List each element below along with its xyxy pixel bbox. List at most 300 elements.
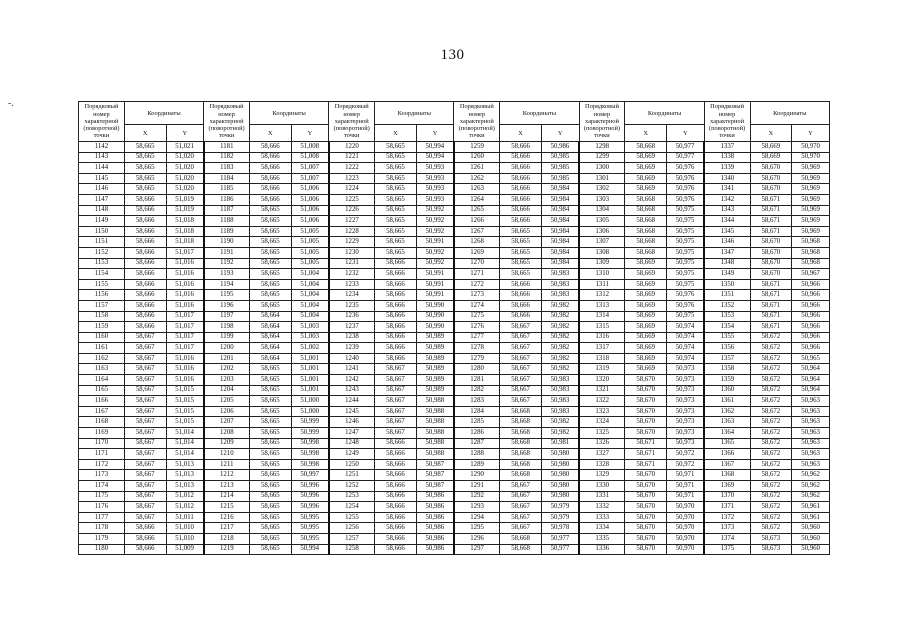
point-number-cell: 1288 (454, 449, 500, 460)
y-coordinate-cell: 50,982 (541, 428, 579, 439)
point-number-cell: 1160 (79, 332, 125, 343)
point-number-cell: 1172 (79, 459, 125, 470)
x-coordinate-cell: 58,665 (375, 163, 417, 174)
x-header: X (500, 125, 542, 142)
y-coordinate-cell: 50,994 (416, 152, 454, 163)
x-coordinate-cell: 58,667 (375, 396, 417, 407)
point-number-cell: 1313 (579, 300, 625, 311)
point-number-cell: 1184 (204, 173, 250, 184)
point-number-cell: 1272 (454, 279, 500, 290)
x-coordinate-cell: 58,666 (375, 258, 417, 269)
y-coordinate-cell: 50,992 (416, 216, 454, 227)
y-coordinate-cell: 51,004 (291, 311, 329, 322)
x-coordinate-cell: 58,670 (625, 428, 667, 439)
y-coordinate-cell: 50,982 (541, 311, 579, 322)
point-number-cell: 1273 (454, 290, 500, 301)
point-number-cell: 1212 (204, 470, 250, 481)
point-number-cell: 1280 (454, 364, 500, 375)
point-number-cell: 1252 (329, 481, 375, 492)
point-number-cell: 1203 (204, 375, 250, 386)
point-number-cell: 1199 (204, 332, 250, 343)
x-coordinate-cell: 58,668 (625, 142, 667, 153)
x-coordinate-cell: 58,666 (124, 544, 166, 555)
coordinates-table (78, 101, 830, 555)
point-number-cell: 1142 (79, 142, 125, 153)
table-row (79, 353, 830, 364)
y-coordinate-cell: 50,985 (541, 152, 579, 163)
x-coordinate-cell: 58,672 (750, 353, 792, 364)
y-coordinate-cell: 51,002 (291, 343, 329, 354)
x-coordinate-cell: 58,666 (500, 184, 542, 195)
point-number-cell: 1158 (79, 311, 125, 322)
point-number-cell: 1239 (329, 343, 375, 354)
y-coordinate-cell: 50,982 (541, 417, 579, 428)
y-coordinate-cell: 51,013 (166, 459, 204, 470)
y-coordinate-cell: 50,971 (667, 470, 705, 481)
x-coordinate-cell: 58,667 (500, 353, 542, 364)
x-coordinate-cell: 58,666 (124, 269, 166, 280)
point-number-cell: 1263 (454, 184, 500, 195)
x-coordinate-cell: 58,669 (625, 258, 667, 269)
y-coordinate-cell: 51,016 (166, 353, 204, 364)
y-coordinate-cell: 50,980 (541, 449, 579, 460)
point-number-cell: 1349 (704, 269, 750, 280)
point-number-cell: 1285 (454, 417, 500, 428)
y-coordinate-cell: 51,006 (291, 205, 329, 216)
y-coordinate-cell: 50,988 (416, 417, 454, 428)
point-number-cell: 1183 (204, 163, 250, 174)
point-number-cell: 1265 (454, 205, 500, 216)
point-number-cell: 1165 (79, 385, 125, 396)
y-coordinate-cell: 50,983 (541, 290, 579, 301)
x-coordinate-cell: 58,664 (250, 332, 292, 343)
point-number-cell: 1360 (704, 385, 750, 396)
y-coordinate-cell: 50,973 (667, 364, 705, 375)
y-coordinate-cell: 50,986 (416, 544, 454, 555)
x-coordinate-cell: 58,667 (500, 385, 542, 396)
y-coordinate-cell: 50,988 (416, 396, 454, 407)
x-coordinate-cell: 58,673 (750, 544, 792, 555)
y-coordinate-cell: 50,966 (792, 332, 830, 343)
x-coordinate-cell: 58,666 (375, 279, 417, 290)
point-number-cell: 1242 (329, 375, 375, 386)
x-coordinate-cell: 58,669 (625, 173, 667, 184)
point-number-cell: 1205 (204, 396, 250, 407)
point-number-cell: 1330 (579, 481, 625, 492)
point-number-cell: 1266 (454, 216, 500, 227)
x-coordinate-cell: 58,665 (500, 247, 542, 258)
point-number-cell: 1190 (204, 237, 250, 248)
y-coordinate-cell: 50,991 (416, 290, 454, 301)
x-coordinate-cell: 58,666 (124, 226, 166, 237)
point-number-cell: 1268 (454, 237, 500, 248)
point-number-cell: 1294 (454, 512, 500, 523)
point-number-cell: 1186 (204, 194, 250, 205)
x-coordinate-cell: 58,666 (124, 216, 166, 227)
x-coordinate-cell: 58,665 (250, 544, 292, 555)
y-coordinate-cell: 50,975 (667, 216, 705, 227)
y-coordinate-cell: 50,983 (541, 279, 579, 290)
point-number-cell: 1226 (329, 205, 375, 216)
y-coordinate-cell: 50,973 (667, 406, 705, 417)
y-coordinate-cell: 51,001 (291, 353, 329, 364)
point-number-cell: 1211 (204, 459, 250, 470)
coordinates-header: Координаты (625, 102, 704, 125)
y-coordinate-cell: 50,996 (291, 502, 329, 513)
point-number-cell: 1289 (454, 459, 500, 470)
y-coordinate-cell: 50,997 (291, 470, 329, 481)
table-row (79, 523, 830, 534)
point-number-cell: 1307 (579, 237, 625, 248)
point-number-cell: 1338 (704, 152, 750, 163)
x-coordinate-cell: 58,665 (250, 247, 292, 258)
point-number-cell: 1357 (704, 353, 750, 364)
y-coordinate-cell: 50,969 (792, 226, 830, 237)
point-number-cell: 1344 (704, 216, 750, 227)
y-coordinate-cell: 50,984 (541, 247, 579, 258)
point-number-cell: 1204 (204, 385, 250, 396)
x-coordinate-cell: 58,666 (375, 533, 417, 544)
x-coordinate-cell: 58,668 (500, 449, 542, 460)
point-number-cell: 1149 (79, 216, 125, 227)
point-number-cell: 1257 (329, 533, 375, 544)
point-number-cell: 1372 (704, 512, 750, 523)
table-row (79, 322, 830, 333)
point-number-cell: 1258 (329, 544, 375, 555)
x-coordinate-cell: 58,670 (750, 237, 792, 248)
y-coordinate-cell: 50,991 (416, 279, 454, 290)
y-coordinate-cell: 51,005 (291, 237, 329, 248)
point-number-cell: 1255 (329, 512, 375, 523)
x-coordinate-cell: 58,667 (500, 375, 542, 386)
x-coordinate-cell: 58,668 (500, 544, 542, 555)
point-number-cell: 1345 (704, 226, 750, 237)
x-coordinate-cell: 58,666 (124, 311, 166, 322)
y-coordinate-cell: 50,972 (667, 459, 705, 470)
table-row (79, 300, 830, 311)
x-coordinate-cell: 58,666 (500, 311, 542, 322)
point-number-cell: 1243 (329, 385, 375, 396)
point-number-cell: 1329 (579, 470, 625, 481)
x-coordinate-cell: 58,666 (375, 502, 417, 513)
y-coordinate-cell: 50,986 (541, 142, 579, 153)
x-coordinate-cell: 58,666 (500, 205, 542, 216)
y-coordinate-cell: 50,971 (667, 481, 705, 492)
x-coordinate-cell: 58,670 (625, 544, 667, 555)
point-number-cell: 1162 (79, 353, 125, 364)
x-coordinate-cell: 58,669 (625, 364, 667, 375)
x-coordinate-cell: 58,668 (500, 428, 542, 439)
point-number-cell: 1164 (79, 375, 125, 386)
y-coordinate-cell: 50,985 (541, 173, 579, 184)
x-coordinate-cell: 58,670 (625, 481, 667, 492)
point-number-cell: 1300 (579, 163, 625, 174)
x-coordinate-cell: 58,668 (625, 226, 667, 237)
x-coordinate-cell: 58,665 (250, 417, 292, 428)
table-row (79, 163, 830, 174)
x-coordinate-cell: 58,672 (750, 438, 792, 449)
x-coordinate-cell: 58,669 (625, 343, 667, 354)
x-coordinate-cell: 58,668 (500, 438, 542, 449)
point-number-cell: 1253 (329, 491, 375, 502)
point-number-cell: 1323 (579, 406, 625, 417)
x-coordinate-cell: 58,665 (375, 216, 417, 227)
y-coordinate-cell: 50,971 (667, 491, 705, 502)
x-coordinate-cell: 58,667 (124, 481, 166, 492)
x-coordinate-cell: 58,666 (375, 438, 417, 449)
x-coordinate-cell: 58,666 (500, 279, 542, 290)
y-coordinate-cell: 50,970 (792, 142, 830, 153)
point-number-cell: 1278 (454, 343, 500, 354)
x-coordinate-cell: 58,665 (375, 184, 417, 195)
point-number-cell: 1367 (704, 459, 750, 470)
table-row (79, 481, 830, 492)
y-coordinate-cell: 51,010 (166, 523, 204, 534)
y-coordinate-cell: 50,996 (291, 491, 329, 502)
y-coordinate-cell: 50,975 (667, 205, 705, 216)
y-coordinate-cell: 50,974 (667, 322, 705, 333)
y-coordinate-cell: 51,015 (166, 417, 204, 428)
y-coordinate-cell: 51,005 (291, 226, 329, 237)
x-coordinate-cell: 58,666 (250, 173, 292, 184)
table-row (79, 194, 830, 205)
x-coordinate-cell: 58,667 (124, 491, 166, 502)
point-number-cell: 1174 (79, 481, 125, 492)
y-coordinate-cell: 50,990 (416, 322, 454, 333)
point-number-cell: 1319 (579, 364, 625, 375)
y-coordinate-cell: 50,980 (541, 481, 579, 492)
x-coordinate-cell: 58,665 (250, 375, 292, 386)
point-number-cell: 1333 (579, 512, 625, 523)
point-number-cell: 1251 (329, 470, 375, 481)
x-coordinate-cell: 58,667 (124, 449, 166, 460)
x-coordinate-cell: 58,667 (500, 396, 542, 407)
y-coordinate-cell: 50,973 (667, 417, 705, 428)
y-coordinate-cell: 50,969 (792, 205, 830, 216)
x-header: X (250, 125, 292, 142)
y-coordinate-cell: 50,963 (792, 438, 830, 449)
x-coordinate-cell: 58,666 (375, 353, 417, 364)
point-number-cell: 1245 (329, 406, 375, 417)
y-coordinate-cell: 50,973 (667, 396, 705, 407)
y-coordinate-cell: 51,001 (291, 375, 329, 386)
y-coordinate-cell: 50,980 (541, 459, 579, 470)
y-coordinate-cell: 50,989 (416, 375, 454, 386)
x-coordinate-cell: 58,669 (750, 142, 792, 153)
point-number-cell: 1248 (329, 438, 375, 449)
point-number-cell: 1281 (454, 375, 500, 386)
point-number-cell: 1299 (579, 152, 625, 163)
table-row (79, 343, 830, 354)
x-coordinate-cell: 58,666 (375, 311, 417, 322)
y-coordinate-cell: 50,960 (792, 523, 830, 534)
y-coordinate-cell: 50,973 (667, 428, 705, 439)
y-coordinate-cell: 50,980 (541, 470, 579, 481)
point-number-cell: 1291 (454, 481, 500, 492)
x-coordinate-cell: 58,672 (750, 385, 792, 396)
point-number-header: Порядковый номер характерной (поворотной) точки (704, 102, 750, 142)
y-coordinate-cell: 51,021 (166, 142, 204, 153)
point-number-cell: 1224 (329, 184, 375, 195)
point-number-header: Порядковый номер характерной (поворотной) точки (454, 102, 500, 142)
point-number-cell: 1295 (454, 523, 500, 534)
y-coordinate-cell: 50,984 (541, 194, 579, 205)
x-coordinate-cell: 58,668 (625, 237, 667, 248)
point-number-cell: 1227 (329, 216, 375, 227)
x-coordinate-cell: 58,666 (500, 163, 542, 174)
x-coordinate-cell: 58,666 (124, 279, 166, 290)
point-number-cell: 1334 (579, 523, 625, 534)
x-coordinate-cell: 58,667 (500, 502, 542, 513)
table-row (79, 491, 830, 502)
x-coordinate-cell: 58,670 (750, 184, 792, 195)
table-row (79, 258, 830, 269)
x-coordinate-cell: 58,668 (500, 459, 542, 470)
y-coordinate-cell: 50,961 (792, 512, 830, 523)
point-number-cell: 1274 (454, 300, 500, 311)
y-coordinate-cell: 50,969 (792, 173, 830, 184)
table-row (79, 375, 830, 386)
x-coordinate-cell: 58,671 (750, 194, 792, 205)
y-coordinate-cell: 51,015 (166, 396, 204, 407)
point-number-cell: 1324 (579, 417, 625, 428)
point-number-cell: 1207 (204, 417, 250, 428)
x-coordinate-cell: 58,666 (250, 152, 292, 163)
x-coordinate-cell: 58,673 (750, 533, 792, 544)
x-coordinate-cell: 58,665 (250, 491, 292, 502)
y-coordinate-cell: 50,966 (792, 290, 830, 301)
x-coordinate-cell: 58,664 (250, 343, 292, 354)
x-coordinate-cell: 58,672 (750, 375, 792, 386)
x-coordinate-cell: 58,667 (375, 406, 417, 417)
x-coordinate-cell: 58,667 (500, 491, 542, 502)
point-number-cell: 1175 (79, 491, 125, 502)
y-header: Y (792, 125, 830, 142)
point-number-cell: 1170 (79, 438, 125, 449)
x-coordinate-cell: 58,669 (625, 332, 667, 343)
y-coordinate-cell: 51,014 (166, 428, 204, 439)
y-coordinate-cell: 51,020 (166, 173, 204, 184)
x-coordinate-cell: 58,670 (625, 396, 667, 407)
y-coordinate-cell: 50,960 (792, 533, 830, 544)
y-coordinate-cell: 51,003 (291, 322, 329, 333)
point-number-cell: 1237 (329, 322, 375, 333)
point-number-cell: 1208 (204, 428, 250, 439)
point-number-cell: 1249 (329, 449, 375, 460)
x-coordinate-cell: 58,668 (625, 194, 667, 205)
y-coordinate-cell: 50,967 (792, 269, 830, 280)
y-coordinate-cell: 51,018 (166, 226, 204, 237)
y-coordinate-cell: 51,016 (166, 279, 204, 290)
x-coordinate-cell: 58,667 (124, 428, 166, 439)
y-coordinate-cell: 50,984 (541, 237, 579, 248)
y-coordinate-cell: 50,991 (416, 269, 454, 280)
point-number-cell: 1180 (79, 544, 125, 555)
point-number-cell: 1235 (329, 300, 375, 311)
x-coordinate-cell: 58,666 (124, 258, 166, 269)
y-coordinate-cell: 50,966 (792, 311, 830, 322)
y-coordinate-cell: 51,006 (291, 194, 329, 205)
point-number-header: Порядковый номер характерной (поворотной) точки (204, 102, 250, 142)
x-coordinate-cell: 58,665 (250, 385, 292, 396)
x-coordinate-cell: 58,666 (375, 481, 417, 492)
y-coordinate-cell: 50,975 (667, 269, 705, 280)
y-coordinate-cell: 51,010 (166, 533, 204, 544)
x-coordinate-cell: 58,666 (375, 449, 417, 460)
y-coordinate-cell: 50,965 (792, 353, 830, 364)
y-coordinate-cell: 50,977 (667, 142, 705, 153)
y-coordinate-cell: 50,982 (541, 353, 579, 364)
x-coordinate-cell: 58,671 (750, 279, 792, 290)
point-number-cell: 1167 (79, 406, 125, 417)
y-coordinate-cell: 50,982 (541, 322, 579, 333)
point-number-cell: 1185 (204, 184, 250, 195)
x-coordinate-cell: 58,665 (375, 173, 417, 184)
y-coordinate-cell: 50,966 (792, 343, 830, 354)
x-coordinate-cell: 58,672 (750, 428, 792, 439)
table-row (79, 396, 830, 407)
point-number-cell: 1260 (454, 152, 500, 163)
y-coordinate-cell: 51,003 (291, 332, 329, 343)
y-coordinate-cell: 50,964 (792, 375, 830, 386)
point-number-cell: 1326 (579, 438, 625, 449)
y-coordinate-cell: 50,964 (792, 385, 830, 396)
y-coordinate-cell: 50,976 (667, 163, 705, 174)
y-coordinate-cell: 51,020 (166, 152, 204, 163)
point-number-cell: 1286 (454, 428, 500, 439)
y-coordinate-cell: 50,979 (541, 502, 579, 513)
table-body (79, 142, 830, 555)
y-coordinate-cell: 50,973 (667, 438, 705, 449)
x-coordinate-cell: 58,670 (625, 406, 667, 417)
x-coordinate-cell: 58,667 (124, 385, 166, 396)
y-coordinate-cell: 50,984 (541, 205, 579, 216)
x-coordinate-cell: 58,667 (124, 459, 166, 470)
point-number-cell: 1177 (79, 512, 125, 523)
x-coordinate-cell: 58,672 (750, 406, 792, 417)
y-coordinate-cell: 50,987 (416, 470, 454, 481)
point-number-cell: 1342 (704, 194, 750, 205)
x-coordinate-cell: 58,666 (500, 300, 542, 311)
point-number-cell: 1308 (579, 247, 625, 258)
y-coordinate-cell: 50,989 (416, 385, 454, 396)
y-coordinate-cell: 50,998 (291, 438, 329, 449)
y-coordinate-cell: 50,972 (667, 449, 705, 460)
y-coordinate-cell: 51,004 (291, 279, 329, 290)
table-row (79, 417, 830, 428)
y-coordinate-cell: 50,989 (416, 343, 454, 354)
point-number-cell: 1206 (204, 406, 250, 417)
y-coordinate-cell: 50,986 (416, 512, 454, 523)
table-row (79, 184, 830, 195)
y-coordinate-cell: 50,964 (792, 364, 830, 375)
x-coordinate-cell: 58,665 (500, 226, 542, 237)
point-number-cell: 1157 (79, 300, 125, 311)
x-coordinate-cell: 58,665 (375, 152, 417, 163)
x-coordinate-cell: 58,667 (124, 470, 166, 481)
y-coordinate-cell: 50,978 (541, 523, 579, 534)
x-coordinate-cell: 58,672 (750, 417, 792, 428)
y-coordinate-cell: 50,999 (291, 428, 329, 439)
point-number-cell: 1182 (204, 152, 250, 163)
x-coordinate-cell: 58,667 (500, 332, 542, 343)
x-coordinate-cell: 58,667 (124, 364, 166, 375)
x-coordinate-cell: 58,665 (500, 269, 542, 280)
point-number-header: Порядковый номер характерной (поворотной) точки (579, 102, 625, 142)
x-coordinate-cell: 58,666 (250, 194, 292, 205)
x-coordinate-cell: 58,666 (375, 523, 417, 534)
point-number-cell: 1369 (704, 481, 750, 492)
